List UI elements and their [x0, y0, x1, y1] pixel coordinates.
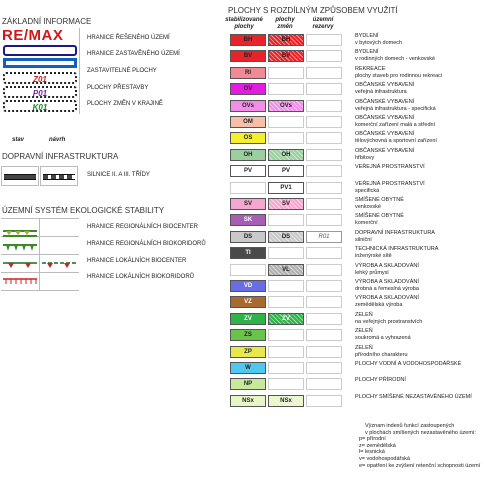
land-use-code-bh: BH — [268, 34, 304, 46]
legend-label-built-area: HRANICE ZASTAVĚNÉHO ÚZEMÍ — [87, 51, 180, 57]
redevelopment-area-symbol: P01 — [3, 86, 77, 98]
desc-subtitle: veřejná infrastruktura - specifická — [355, 105, 436, 112]
land-use-description — [355, 33, 483, 46]
land-use-code-ovs: OVs — [230, 100, 266, 112]
built-area-boundary-symbol — [3, 58, 77, 68]
land-use-code-w: W — [230, 362, 266, 374]
legend-label-landscape-change: PLOCHY ZMĚN V KRAJINĚ — [87, 101, 163, 107]
desc-subtitle: v bytových domech — [355, 39, 403, 46]
landscape-change-symbol: K01 — [3, 100, 77, 112]
land-use-description — [355, 230, 483, 243]
empty-slot — [306, 116, 342, 128]
transport-heading: DOPRAVNÍ INFRASTRUKTURA — [2, 152, 119, 161]
empty-slot — [268, 132, 304, 144]
local-biocenter-proposed-symbol — [42, 258, 76, 272]
desc-subtitle: zemědělská výroba — [355, 301, 403, 308]
land-use-code-zv: ZV — [268, 313, 304, 325]
land-use-description — [355, 49, 483, 62]
desc-title: ZELEŇ — [355, 345, 373, 351]
desc-subtitle: komerční — [355, 219, 378, 226]
empty-slot — [306, 214, 342, 226]
desc-title: TECHNICKÁ INFRASTRUKTURA — [355, 246, 439, 252]
desc-title: PLOCHY PŘÍRODNÍ — [355, 377, 406, 383]
desc-title: VEŘEJNÁ PROSTRANSTVÍ — [355, 164, 425, 170]
note-line: v plochách smíšených nezastavěného území: — [365, 429, 476, 436]
empty-slot — [306, 182, 342, 194]
empty-slot — [268, 83, 304, 95]
ecology-label-local-biocenter: HRANICE LOKÁLNÍCH BIOCENTER — [87, 258, 187, 264]
land-use-code-zv: ZV — [230, 313, 266, 325]
land-use-description — [355, 115, 483, 128]
land-use-code-pv1: PV1 — [268, 182, 304, 194]
land-use-code-sv: SV — [268, 198, 304, 210]
desc-subtitle: soukromá a vyhrazená — [355, 334, 411, 341]
desc-title: PLOCHY SMÍŠENÉ NEZASTAVĚNÉHO ÚZEMÍ — [355, 394, 472, 400]
empty-slot — [306, 149, 342, 161]
desc-title: VÝROBA A SKLADOVÁNÍ — [355, 279, 419, 285]
land-use-description — [355, 197, 483, 210]
desc-title: BYDLENÍ — [355, 33, 379, 39]
note-line: l= lesnická — [359, 449, 385, 456]
ecology-label-regional-biocorridor: HRANICE REGIONÁLNÍCH BIOKORIDORŮ — [87, 241, 206, 247]
note-line: e= opatření ke zvýšení retenční schopnosti území — [359, 462, 481, 469]
desc-title: VEŘEJNÁ PROSTRANSTVÍ — [355, 181, 425, 187]
note-line: z= zemědělská — [359, 442, 396, 449]
local-biocenter-symbol — [3, 258, 37, 272]
col-reserves: územní rezervy — [312, 17, 334, 30]
empty-slot — [306, 264, 342, 276]
land-use-description — [355, 361, 483, 368]
land-use-code-bv: BV — [268, 50, 304, 62]
empty-slot — [230, 182, 266, 194]
land-use-code-vd: VD — [230, 280, 266, 292]
empty-slot — [268, 346, 304, 358]
empty-slot — [306, 296, 342, 308]
desc-subtitle: inženýrské sítě — [355, 252, 392, 259]
desc-title: ZELEŇ — [355, 328, 373, 334]
land-use-description — [355, 131, 483, 144]
col-stabilized: stabilizované plochy — [225, 17, 263, 30]
local-biocorridor-symbol — [3, 275, 37, 289]
empty-slot — [306, 280, 342, 292]
note-line: Význam indexů funkcí zastoupených — [365, 423, 455, 429]
desc-title: OBČANSKÉ VYBAVENÍ — [355, 131, 415, 137]
desc-title: BYDLENÍ — [355, 49, 379, 55]
road-existing-cell — [1, 166, 39, 186]
land-use-code-os: OS — [230, 132, 266, 144]
land-use-code-vz: VZ — [230, 296, 266, 308]
land-use-description — [355, 394, 483, 401]
legend-label-solved-area: HRANICE ŘEŠENÉHO ÚZEMÍ — [87, 35, 170, 41]
desc-title: OBČANSKÉ VYBAVENÍ — [355, 148, 415, 154]
empty-slot — [306, 329, 342, 341]
land-use-code-om: OM — [230, 116, 266, 128]
desc-subtitle: tělovýchovná a sportovní zařízení — [355, 137, 437, 144]
empty-slot — [306, 378, 342, 390]
desc-title: OBČANSKÉ VYBAVENÍ — [355, 99, 415, 105]
empty-slot — [306, 100, 342, 112]
desc-subtitle: lehký průmysl — [355, 269, 389, 276]
land-use-code-pv: PV — [230, 165, 266, 177]
empty-slot — [306, 132, 342, 144]
land-use-description — [355, 99, 483, 112]
empty-slot — [268, 296, 304, 308]
empty-slot — [306, 165, 342, 177]
land-use-code-ti: TI — [230, 247, 266, 259]
land-use-description — [355, 164, 483, 171]
empty-slot — [268, 116, 304, 128]
land-use-code-bv: BV — [230, 50, 266, 62]
land-use-code-ov: OV — [230, 83, 266, 95]
land-use-description — [355, 345, 483, 358]
desc-title: REKREACE — [355, 66, 386, 72]
state-label: stav — [12, 137, 25, 143]
empty-slot — [268, 280, 304, 292]
road-existing-symbol — [4, 174, 36, 180]
col-changes: plochy změn — [275, 17, 295, 30]
land-use-description — [355, 246, 483, 259]
desc-title: SMÍŠENÉ OBYTNÉ — [355, 197, 404, 203]
land-use-code-ri: RI — [230, 67, 266, 79]
desc-title: VÝROBA A SKLADOVÁNÍ — [355, 295, 419, 301]
desc-title: VÝROBA A SKLADOVÁNÍ — [355, 263, 419, 269]
empty-slot — [268, 378, 304, 390]
empty-slot — [306, 362, 342, 374]
empty-slot — [268, 67, 304, 79]
desc-subtitle: v rodinných domech - venkovské — [355, 55, 436, 62]
legend-label-redevelopment: PLOCHY PŘESTAVBY — [87, 85, 149, 91]
basic-info-heading: ZÁKLADNÍ INFORMACE — [2, 17, 92, 26]
desc-title: OBČANSKÉ VYBAVENÍ — [355, 115, 415, 121]
land-use-description — [355, 148, 483, 161]
land-use-code-np: NP — [230, 378, 266, 390]
land-use-description — [355, 279, 483, 292]
desc-subtitle: přírodního charakteru — [355, 351, 408, 358]
desc-subtitle: veřejná infrastruktura — [355, 88, 407, 95]
regional-biocorridor-symbol — [3, 239, 37, 253]
solved-area-boundary-symbol — [3, 45, 77, 56]
road-proposed-cell — [40, 166, 78, 186]
empty-slot — [306, 395, 342, 407]
empty-slot — [306, 198, 342, 210]
ecology-legend — [0, 218, 80, 296]
logo-text: RE/MAX — [2, 27, 64, 44]
land-use-code-ds: DS — [230, 231, 266, 243]
desc-subtitle: specifická — [355, 187, 380, 194]
desc-title: PLOCHY VODNÍ A VODOHOSPODÁŘSKÉ — [355, 361, 462, 367]
desc-subtitle: drobná a řemeslná výroba — [355, 285, 419, 292]
land-use-description — [355, 213, 483, 226]
empty-slot — [306, 34, 342, 46]
desc-title: DOPRAVNÍ INFRASTRUKTURA — [355, 230, 435, 236]
road-label: SILNICE II. A III. TŘÍDY — [87, 172, 150, 178]
land-use-code-nsx: NSx — [268, 395, 304, 407]
ecology-heading: ÚZEMNÍ SYSTÉM EKOLOGICKÉ STABILITY — [2, 206, 165, 215]
ecology-label-regional-biocenter: HRANICE REGIONÁLNÍCH BIOCENTER — [87, 224, 199, 230]
land-use-code-pv: PV — [268, 165, 304, 177]
reserve-code: R01 — [306, 231, 342, 243]
desc-title: ZELEŇ — [355, 312, 373, 318]
land-use-description — [355, 66, 483, 79]
empty-slot — [306, 346, 342, 358]
legend-label-buildable: ZASTAVITELNÉ PLOCHY — [87, 68, 157, 74]
land-use-heading: PLOCHY S ROZDÍLNÝM ZPŮSOBEM VYUŽITÍ — [228, 6, 398, 15]
land-use-code-vl: VL — [268, 264, 304, 276]
desc-title: OBČANSKÉ VYBAVENÍ — [355, 82, 415, 88]
desc-subtitle: venkovské — [355, 203, 381, 210]
empty-slot — [306, 247, 342, 259]
desc-subtitle: komerční zařízení malá a střední — [355, 121, 436, 128]
desc-title: SMÍŠENÉ OBYTNÉ — [355, 213, 404, 219]
empty-slot — [306, 67, 342, 79]
land-use-description — [355, 377, 483, 384]
regional-biocenter-symbol — [3, 221, 37, 237]
land-use-code-oh: OH — [230, 149, 266, 161]
land-use-description — [355, 263, 483, 276]
index-notes — [355, 423, 480, 469]
buildable-area-symbol: Z01 — [3, 72, 77, 84]
empty-slot — [268, 329, 304, 341]
land-use-code-ovs: OVs — [268, 100, 304, 112]
ecology-label-local-biocorridor: HRANICE LOKÁLNÍCH BIOKORIDORŮ — [87, 274, 195, 280]
empty-slot — [230, 264, 266, 276]
land-use-code-nsx: NSx — [230, 395, 266, 407]
land-use-code-bh: BH — [230, 34, 266, 46]
land-use-code-sv: SV — [230, 198, 266, 210]
land-use-code-sk: SK — [230, 214, 266, 226]
land-use-description — [355, 328, 483, 341]
land-use-code-oh: OH — [268, 149, 304, 161]
note-line: p= přírodní — [359, 436, 386, 443]
land-use-description — [355, 181, 483, 194]
land-use-code-ds: DS — [268, 231, 304, 243]
desc-subtitle: silniční — [355, 236, 372, 243]
proposal-label: návrh — [49, 137, 66, 143]
empty-slot — [268, 362, 304, 374]
desc-subtitle: plochy staveb pro rodinnou rekreaci — [355, 72, 443, 79]
note-line: v= vodohospodářská — [359, 455, 410, 462]
land-use-code-zs: ZS — [230, 329, 266, 341]
desc-subtitle: hřbitovy — [355, 154, 375, 161]
empty-slot — [306, 313, 342, 325]
empty-slot — [306, 50, 342, 62]
land-use-description — [355, 82, 483, 95]
road-proposed-symbol — [43, 174, 75, 180]
desc-subtitle: na veřejných prostranstvích — [355, 318, 423, 325]
land-use-description — [355, 312, 483, 325]
empty-slot — [268, 214, 304, 226]
empty-slot — [268, 247, 304, 259]
land-use-code-zp: ZP — [230, 346, 266, 358]
remax-logo — [2, 27, 80, 44]
land-use-description — [355, 295, 483, 308]
empty-slot — [306, 83, 342, 95]
